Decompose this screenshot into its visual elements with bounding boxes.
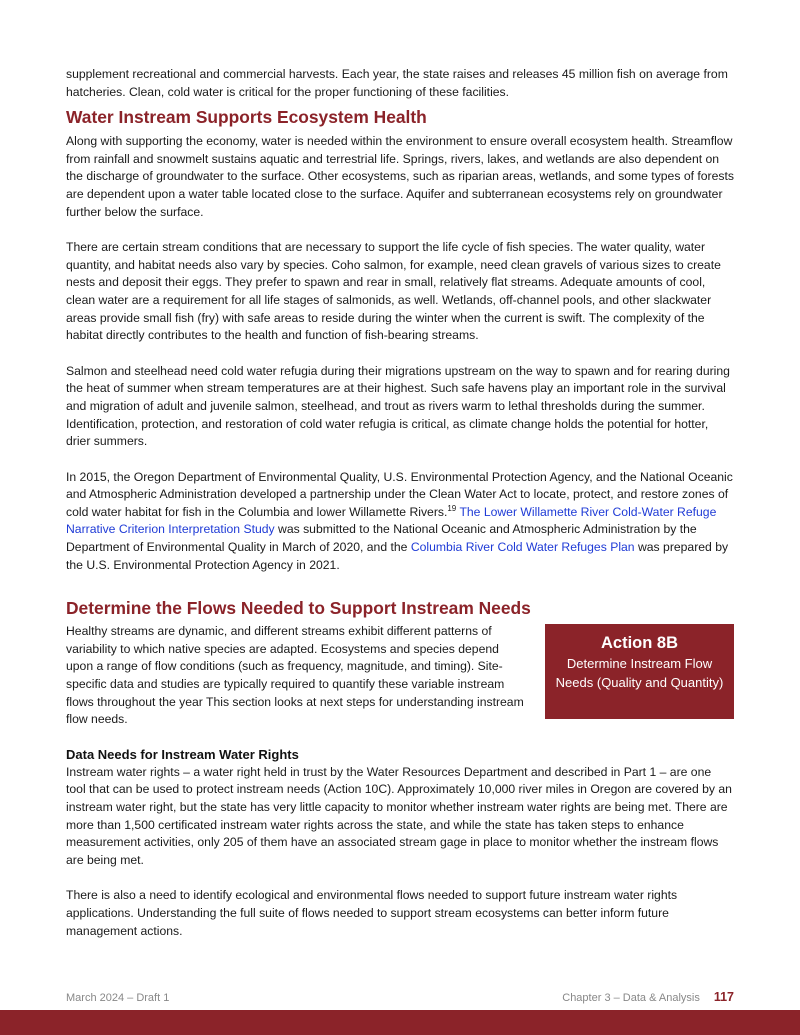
footer-right bbox=[562, 990, 734, 1004]
paragraph: Salmon and steelhead need cold water refugia during their migrations upstream on the way to spawn and for rearing during the heat of summer when stream temperatures are at their highest. Such safe havens play an important role in the survival and migration of adult and juvenile salmon, steelhead, and trout as rivers warm to lethal thresholds during the summer. Identification, protection, and restoration of cold water refugia is critical, as climate change holds the potential for hotter, drier summers. bbox=[66, 363, 730, 449]
page-number: 117 bbox=[713, 990, 734, 1004]
paragraph: There is also a need to identify ecological and environmental flows needed to support future instream water rights applications. Understanding the full suite of flows needed to support stream ecosystems can better inform future management actions. bbox=[66, 888, 678, 938]
paragraph: Along with supporting the economy, water is needed within the environment to ensure overall ecosystem health. Streamflow from rainfall and snowmelt sustains aquatic and terrestrial life. Springs, rivers, lakes, and wetlands are also dependent on the discharge of groundwater to the surface. Other ecosystems, such as riparian areas, wetlands, and some types of forests are dependent upon a water table located close to the surface. Aquifer and subterranean ecosystems rely on groundwater further below the surface. bbox=[66, 134, 734, 219]
paragraph-text: was submitted to the National Oceanic and Atmospheric Administration by the Department of Environmental Quality in March of 2020, and the bbox=[66, 522, 697, 555]
section-heading-ecosystem-health: Water Instream Supports Ecosystem Health bbox=[66, 107, 427, 128]
section-heading-instream-flows: Determine the Flows Needed to Support Instream Needs bbox=[66, 598, 531, 619]
section-with-callout bbox=[66, 623, 734, 729]
link-willamette-study[interactable]: The Lower Willamette River Cold-Water Refuge Narrative Criterion Interpretation Study bbox=[66, 504, 717, 537]
footer-date: March 2024 – Draft 1 bbox=[66, 992, 170, 1004]
paragraph-cold-water-refuge bbox=[66, 469, 734, 575]
subheading-data-needs: Data Needs for Instream Water Rights bbox=[66, 746, 299, 762]
footnote-ref[interactable]: 19 bbox=[447, 503, 457, 513]
paragraph-text: was prepared by the U.S. Environmental Protection Agency in 2021. bbox=[66, 540, 729, 572]
paragraph: Healthy streams are dynamic, and different streams exhibit different patterns of variability to which native species are adapted. Ecosystems and species depend upon a range of flow conditions (such as frequency, magnitude, and timing). Site-specific data and studies are typically required to quantify these variable instream flows throughout the year This section looks at next steps for understanding instream flow needs. bbox=[66, 624, 524, 727]
page-body bbox=[66, 66, 734, 940]
paragraph: There are certain stream conditions that are necessary to support the life cycle of fish species. The water quality, water quantity, and habitat needs also vary by species. Coho salmon, for example, need clean gravels of various sizes to create nests and deposit their eggs. They prefer to spawn and rear in small, relatively flat streams. Adequate amounts of cool, clean water are a requirement for all life stages of salmonids, as well. Wetlands, off-channel pools, and other slackwater areas provide small fish (fry) with safe areas to reside during the winter when the current is swift. The complexity of the habitat directly contributes to the health and function of fish-bearing streams. bbox=[66, 240, 721, 343]
paragraph-text: In 2015, the Oregon Department of Environmental Quality, U.S. Environmental Protection Agency, and the National Oceanic and Atmospheric Administration developed a partnership under the Clean Water Act to locate, protect, and restore zones of cold water habitat for fish in the Columbia and lower Willamette Rivers. bbox=[66, 469, 733, 519]
action-callout-box bbox=[545, 624, 734, 719]
page-footer bbox=[66, 990, 734, 1004]
paragraph: Instream water rights – a water right held in trust by the Water Resources Department and described in Part 1 – are one tool that can be used to protect instream needs (Action 10C). Approximately 10,000 river miles in Oregon are covered by an instream water right, but the state has very little capacity to monitor whether instream water rights are being met. There are more than 1,500 certificated instream water rights across the state, and while the state has taken steps to enhance measurement activities, only 205 of them have an associated stream gage in place to monitor whether the instream flows are being met. bbox=[66, 764, 732, 867]
footer-chapter: Chapter 3 – Data & Analysis bbox=[562, 992, 700, 1004]
action-subtitle: Determine Instream Flow Needs (Quality and Quantity) bbox=[555, 656, 724, 691]
intro-paragraph: supplement recreational and commercial harvests. Each year, the state raises and releases 45 million fish on average from hatcheries. Clean, cold water is critical for the proper functioning of these facilities. bbox=[66, 67, 728, 99]
link-columbia-plan[interactable]: Columbia River Cold Water Refuges Plan bbox=[410, 540, 635, 555]
action-title: Action 8B bbox=[600, 634, 678, 653]
footer-accent-bar bbox=[0, 1010, 800, 1035]
